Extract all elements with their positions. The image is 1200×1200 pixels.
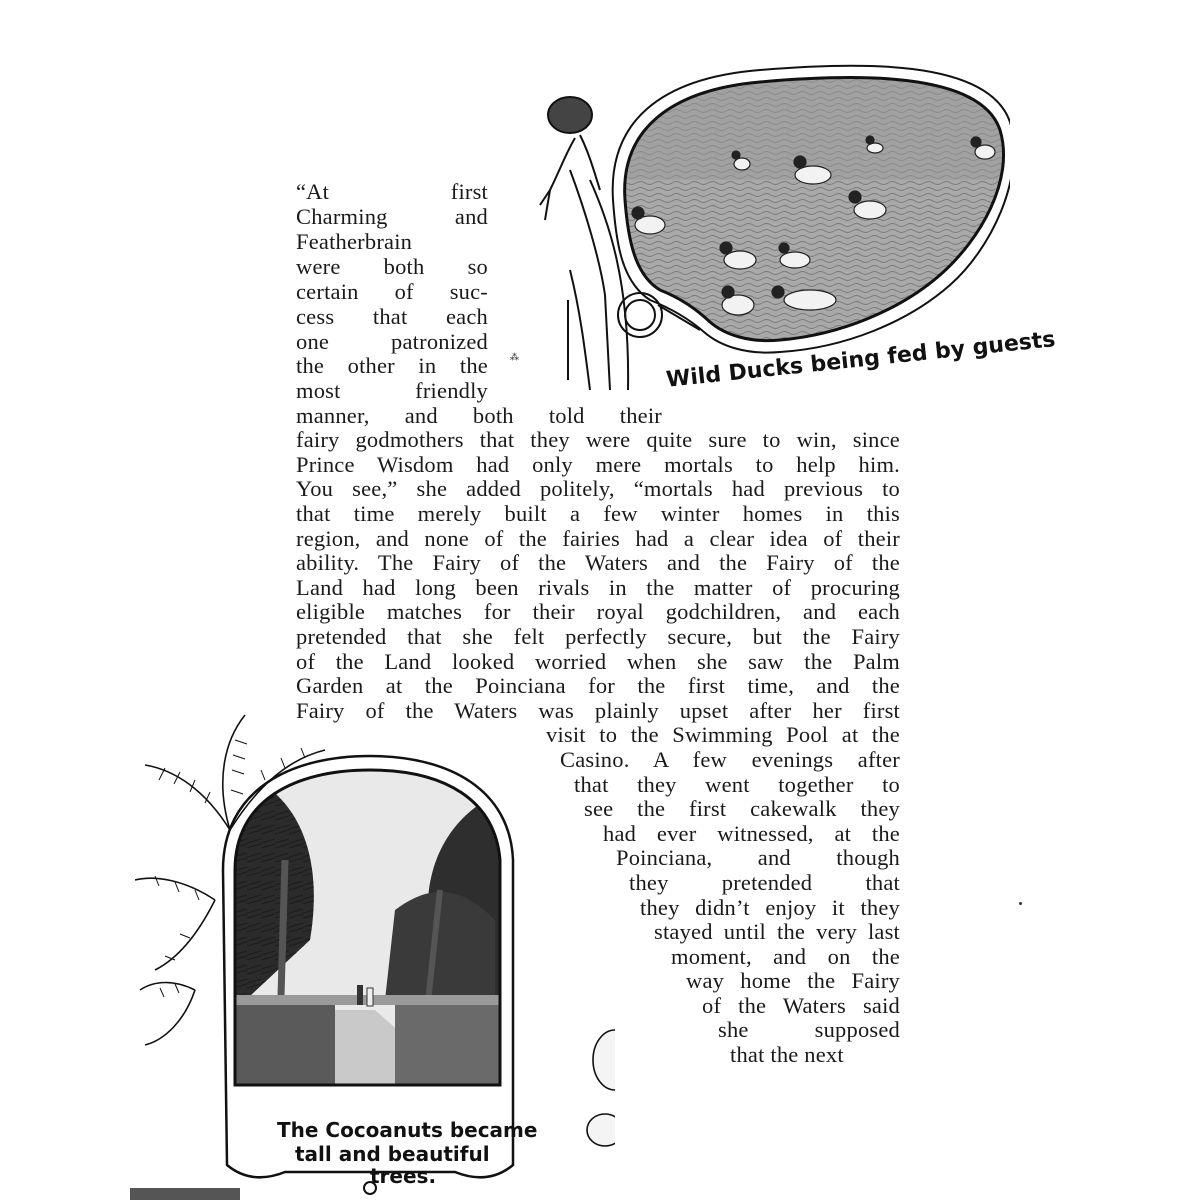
- text-line: You see,” she added politely, “mortals had previous to: [296, 476, 900, 501]
- cocoanuts-caption-line1: The Cocoanuts became: [277, 1118, 538, 1142]
- text-line: visit to the Swimming Pool at the: [546, 722, 900, 747]
- text-line: cess that each: [296, 304, 488, 329]
- text-line: they pretended that: [629, 870, 900, 895]
- text-line: eligible matches for their royal godchildren, and each: [296, 599, 900, 624]
- text-line: that time merely built a few winter homes in this: [296, 501, 900, 526]
- text-line: moment, and on the: [671, 944, 900, 969]
- text-line: certain of suc-: [296, 279, 488, 304]
- text-line: most friendly: [296, 378, 488, 403]
- text-line: Casino. A few evenings after: [560, 747, 900, 772]
- text-line: they didn’t enjoy it they: [640, 895, 900, 920]
- text-line: way home the Fairy: [686, 968, 900, 993]
- text-line: “At first: [296, 179, 488, 204]
- cocoanuts-caption-line2: tall and beautiful: [295, 1142, 490, 1166]
- text-line: of the Land looked worried when she saw the Palm: [296, 649, 900, 674]
- text-line: see the first cakewalk they: [584, 796, 900, 821]
- text-line: had ever witnessed, at the: [603, 821, 900, 846]
- bottom-rule: [130, 1188, 240, 1200]
- text-line: she supposed: [718, 1017, 900, 1042]
- svg-text:⁂: ⁂: [510, 352, 519, 362]
- cocoanuts-caption-line3: trees.: [370, 1164, 437, 1188]
- speck: [1019, 902, 1022, 905]
- text-line: pretended that she felt perfectly secure, but the Fairy: [296, 624, 900, 649]
- text-line: Charming and: [296, 204, 488, 229]
- text-line: stayed until the very last: [654, 919, 900, 944]
- ducks-caption: Wild Ducks being fed by guests: [665, 327, 1057, 393]
- text-line: that the next: [730, 1042, 844, 1067]
- text-line: fairy godmothers that they were quite sure to win, since: [296, 427, 900, 452]
- text-line: Featherbrain: [296, 229, 413, 254]
- text-line: the other in the: [296, 353, 488, 378]
- text-line: manner, and both told their: [296, 403, 662, 428]
- text-line: Prince Wisdom had only mere mortals to help him.: [296, 452, 900, 477]
- text-line: region, and none of the fairies had a clear idea of their: [296, 526, 900, 551]
- text-line: ability. The Fairy of the Waters and the Fairy of the: [296, 550, 900, 575]
- text-line: Fairy of the Waters was plainly upset after her first: [296, 698, 900, 723]
- text-line: that they went together to: [574, 772, 900, 797]
- text-line: Land had long been rivals in the matter of procuring: [296, 575, 900, 600]
- text-line: were both so: [296, 254, 488, 279]
- text-line: Garden at the Poinciana for the first time, and the: [296, 673, 900, 698]
- text-line: one patronized: [296, 329, 488, 354]
- text-line: of the Waters said: [702, 993, 900, 1018]
- text-line: Poinciana, and though: [616, 845, 900, 870]
